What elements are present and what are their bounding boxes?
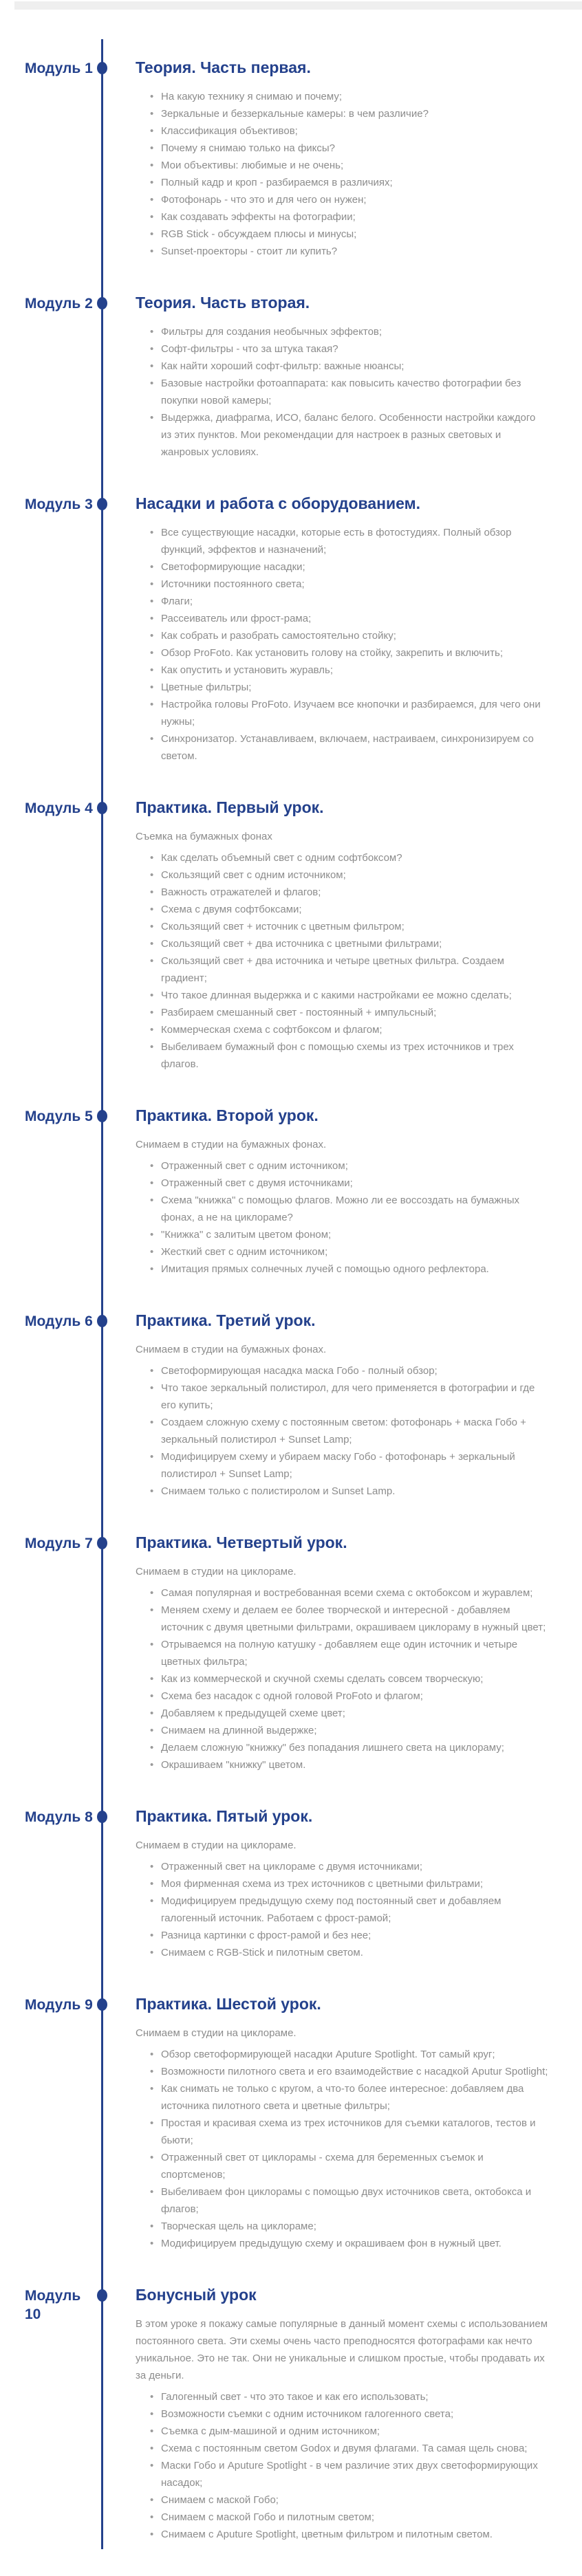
module-subtitle: Снимаем в студии на циклораме. (136, 2027, 297, 2039)
module-item: • Делаем сложную "книжку" без попадания лишнего света на циклораму; (136, 1739, 548, 1756)
module-label: Модуль 1 (25, 61, 93, 76)
module-label: Модуль 10 (25, 2288, 81, 2322)
module (0, 1994, 582, 2252)
module-items (136, 1858, 548, 1961)
module-item: • Выдержка, диафрагма, ИСО, баланс белого. Особенности настройки каждого из этих пунктов. Мои рекомендации для настроек в разных световых и жанровых условиях. (136, 409, 548, 461)
module-title: Практика. Третий урок. (136, 1311, 316, 1329)
module-item: • Модифицируем предыдущую схему и окрашиваем фон в нужный цвет. (136, 2235, 548, 2252)
module-item: • Выбеливаем бумажный фон с помощью схемы из трех источников и трех флагов. (136, 1038, 548, 1073)
module-label: Модуль 3 (25, 496, 93, 512)
module-item: • Самая популярная и востребованная всеми схема с октобоксом и журавлем; (136, 1584, 548, 1602)
module (0, 1807, 582, 1961)
module-item: • На какую технику я снимаю и почему; (136, 88, 548, 105)
module-item: • Как собрать и разобрать самостоятельно стойку; (136, 627, 548, 644)
module-item: • Sunset-проекторы - стоит ли купить? (136, 243, 548, 260)
module-item: • Скользящий свет с одним источником; (136, 866, 548, 884)
module-label: Модуль 4 (25, 800, 93, 816)
module-item: • Классификация объективов; (136, 122, 548, 140)
module (0, 2285, 582, 2543)
module-subtitle: Снимаем в студии на циклораме. (136, 1566, 297, 1578)
module-item: • Окрашиваем "книжку" цветом. (136, 1756, 548, 1773)
module-content (136, 494, 548, 765)
module-item: • Как снимать не только с кругом, а что-то более интересное: добавляем два источника пилотного света и цветные фильтры; (136, 2080, 548, 2115)
module-item: • Скользящий свет + два источника и четыре цветных фильтра. Создаем градиент; (136, 952, 548, 987)
module-item: • Отраженный свет от циклорамы - схема для беременных съемок и спортсменов; (136, 2149, 548, 2183)
module-item: • Фотофонарь - что это и для чего он нужен; (136, 191, 548, 208)
module (0, 1311, 582, 1500)
module-subtitle: Снимаем в студии на циклораме. (136, 1840, 297, 1851)
module-item: • Фильтры для создания необычных эффектов; (136, 323, 548, 340)
module-item: • Схема "книжка" с помощью флагов. Можно ли ее воссоздать на бумажных фонах, а не на циклораме? (136, 1192, 548, 1226)
module (0, 1533, 582, 1773)
module-item: • Простая и красивая схема из трех источников для съемки каталогов, тестов и бьюти; (136, 2115, 548, 2149)
module-title: Практика. Шестой урок. (136, 1995, 321, 2013)
module-item: • Жесткий свет с одним источником; (136, 1243, 548, 1260)
module-label: Модуль 7 (25, 1536, 93, 1551)
module-item: • Скользящий свет + источник с цветным фильтром; (136, 918, 548, 935)
module-content (136, 2285, 548, 2543)
module-item: • Снимаем на длинной выдержке; (136, 1722, 548, 1739)
module-item: • Что такое зеркальный полистирол, для чего применяется в фотографии и где его купить; (136, 1379, 548, 1414)
module-item: • Отраженный свет с двумя источниками; (136, 1175, 548, 1192)
module-item: • Базовые настройки фотоаппарата: как повысить качество фотографии без покупки новой камеры; (136, 375, 548, 409)
module-item: • Цветные фильтры; (136, 679, 548, 696)
module-subtitle: Снимаем в студии на бумажных фонах. (136, 1344, 327, 1355)
module-item: • Снимаем с RGB-Stick и пилотным светом. (136, 1944, 548, 1961)
module-item: • Галогенный свет - что это такое и как его использовать; (136, 2388, 548, 2405)
module-content (136, 293, 548, 461)
module-title: Практика. Первый урок. (136, 798, 324, 816)
timeline-dot (97, 1537, 107, 1549)
timeline-dot (97, 1811, 107, 1823)
module-items (136, 1157, 548, 1278)
module-item: • Коммерческая схема с софтбоксом и флагом; (136, 1021, 548, 1038)
module-title: Теория. Часть первая. (136, 58, 311, 76)
module-item: • Схема с постоянным светом Godox и двумя флагами. Та самая щель снова; (136, 2440, 548, 2457)
module-item: • Важность отражателей и флагов; (136, 884, 548, 901)
module-item: • Рассеиватель или фрост-рама; (136, 610, 548, 627)
timeline-dot (97, 297, 107, 309)
module-item: • Моя фирменная схема из трех источников с цветными фильтрами; (136, 1875, 548, 1892)
module-label: Модуль 5 (25, 1109, 93, 1124)
module-item: • Как сделать объемный свет с одним софтбоксом? (136, 849, 548, 866)
timeline-dot (97, 62, 107, 74)
module-items (136, 323, 548, 461)
module-content (136, 1106, 548, 1278)
module-content (136, 1994, 548, 2252)
module-item: • Как найти хороший софт-фильтр: важные нюансы; (136, 358, 548, 375)
module-item: • Синхронизатор. Устанавливаем, включаем, настраиваем, синхронизируем со светом. (136, 730, 548, 765)
module (0, 798, 582, 1073)
module-items (136, 1362, 548, 1500)
module-item: • Светоформирующие насадки; (136, 558, 548, 576)
module-item: • Снимаем с маской Гобо и пилотным светом; (136, 2509, 548, 2526)
module (0, 494, 582, 765)
module-item: • Меняем схему и делаем ее более творческой и интересной - добавляем источник с двумя цветными фильтрами, окрашиваем циклораму в нужный цвет; (136, 1602, 548, 1636)
timeline-dot (97, 1998, 107, 2011)
module-item: • Снимаем с маской Гобо; (136, 2491, 548, 2509)
module-title: Практика. Четвертый урок. (136, 1533, 347, 1551)
module-item: • Почему я снимаю только на фиксы? (136, 140, 548, 157)
module-title: Насадки и работа с оборудованием. (136, 494, 421, 512)
module-subtitle: Съемка на бумажных фонах (136, 831, 272, 842)
module-item: • Как опустить и установить журавль; (136, 662, 548, 679)
module-items (136, 2388, 548, 2543)
module-item: • Полный кадр и кроп - разбираемся в различиях; (136, 174, 548, 191)
module-label: Модуль 6 (25, 1313, 93, 1329)
module-title: Бонусный урок (136, 2286, 257, 2304)
module-label: Модуль 2 (25, 296, 93, 312)
module-item: • Имитация прямых солнечных лучей с помощью одного рефлектора. (136, 1260, 548, 1278)
module-subtitle: В этом уроке я покажу самые популярные в данный момент схемы с использованием постоянного света. Эти схемы очень часто преподносятся фотографами как нечто уникальное. Это не так. Они не уникальные и слишком простые, чтобы продавать их за деньги. (136, 2318, 548, 2381)
module-label: Модуль 9 (25, 1997, 93, 2013)
timeline-dot (97, 498, 107, 510)
module-item: • Софт-фильтры - что за штука такая? (136, 340, 548, 358)
module-item: • Возможности съемки с одним источником галогенного света; (136, 2405, 548, 2423)
module-item: • Отраженный свет на циклораме с двумя источниками; (136, 1858, 548, 1875)
module-label: Модуль 8 (25, 1809, 93, 1825)
module-item: • Отраженный свет с одним источником; (136, 1157, 548, 1175)
module-item: • Создаем сложную схему с постоянным светом: фотофонарь + маска Гобо + зеркальный полистирол + Sunset Lamp; (136, 1414, 548, 1448)
module-item: • Маски Гобо и Aputure Spotlight - в чем различие этих двух светоформирующих насадок; (136, 2457, 548, 2491)
module-item: • Источники постоянного света; (136, 576, 548, 593)
module-items (136, 88, 548, 260)
module-item: • Модифицируем схему и убираем маску Гобо - фотофонарь + зеркальный полистирол + Sunset Lamp; (136, 1448, 548, 1483)
module (0, 293, 582, 461)
module-items (136, 1584, 548, 1773)
module-content (136, 798, 548, 1073)
module-subtitle: Снимаем в студии на бумажных фонах. (136, 1139, 327, 1150)
module-item: • Мои объективы: любимые и не очень; (136, 157, 548, 174)
module-content (136, 1533, 548, 1773)
module-item: • Зеркальные и беззеркальные камеры: в чем различие? (136, 105, 548, 122)
module-items (136, 2046, 548, 2252)
module-item: • Съемка с дым-машиной и одним источником; (136, 2423, 548, 2440)
module-item: • Снимаем только с полистиролом и Sunset Lamp. (136, 1483, 548, 1500)
module-item: • Возможности пилотного света и его взаимодействие с насадкой Aputur Spotlight; (136, 2063, 548, 2080)
module-item: • Светоформирующая насадка маска Гобо - полный обзор; (136, 1362, 548, 1379)
module-content (136, 1311, 548, 1500)
module-title: Теория. Часть вторая. (136, 294, 310, 312)
module-item: • Скользящий свет + два источника с цветными фильтрами; (136, 935, 548, 952)
module-content (136, 58, 548, 260)
module-item: • Разница картинки с фрост-рамой и без нее; (136, 1927, 548, 1944)
timeline-dot (97, 802, 107, 814)
module-item: • Схема с двумя софтбоксами; (136, 901, 548, 918)
module-item: • Выбеливаем фон циклорамы с помощью двух источников света, октобокса и флагов; (136, 2183, 548, 2218)
timeline-dot (97, 1315, 107, 1327)
module-item: • Обзор ProFoto. Как установить голову на стойку, закрепить и включить; (136, 644, 548, 662)
module-item: • Что такое длинная выдержка и с какими настройками ее можно сделать; (136, 987, 548, 1004)
timeline-dot (97, 2289, 107, 2302)
module (0, 1106, 582, 1278)
module-item: • Снимаем с Aputure Spotlight, цветным фильтром и пилотным светом. (136, 2526, 548, 2543)
module-item: • Флаги; (136, 593, 548, 610)
timeline-dot (97, 1110, 107, 1122)
module (0, 58, 582, 260)
module-item: • Разбираем смешанный свет - постоянный + импульсный; (136, 1004, 548, 1021)
module-item: • Обзор светоформирующей насадки Aputure Spotlight. Тот самый круг; (136, 2046, 548, 2063)
module-item: • Схема без насадок с одной головой ProFoto и флагом; (136, 1688, 548, 1705)
module-item: • RGB Stick - обсуждаем плюсы и минусы; (136, 226, 548, 243)
module-item: • Добавляем к предыдущей схеме цвет; (136, 1705, 548, 1722)
module-item: • "Книжка" с залитым цветом фоном; (136, 1226, 548, 1243)
module-item: • Все существующие насадки, которые есть в фотостудиях. Полный обзор функций, эффектов и назначений; (136, 524, 548, 558)
module-item: • Настройка головы ProFoto. Изучаем все кнопочки и разбираемся, для чего они нужны; (136, 696, 548, 730)
modules-container (0, 58, 582, 2576)
module-item: • Отрываемся на полную катушку - добавляем еще один источник и четыре цветных фильтра; (136, 1636, 548, 1670)
module-item: • Творческая щель на циклораме; (136, 2218, 548, 2235)
module-item: • Модифицируем предыдущую схему под постоянный свет и добавляем галогенный источник. Работаем с фрост-рамой; (136, 1892, 548, 1927)
module-items (136, 524, 548, 765)
module-items (136, 849, 548, 1073)
module-title: Практика. Второй урок. (136, 1106, 319, 1124)
module-content (136, 1807, 548, 1961)
module-item: • Как из коммерческой и скучной схемы сделать совсем творческую; (136, 1670, 548, 1688)
module-item: • Как создавать эффекты на фотографии; (136, 208, 548, 226)
module-title: Практика. Пятый урок. (136, 1807, 313, 1825)
